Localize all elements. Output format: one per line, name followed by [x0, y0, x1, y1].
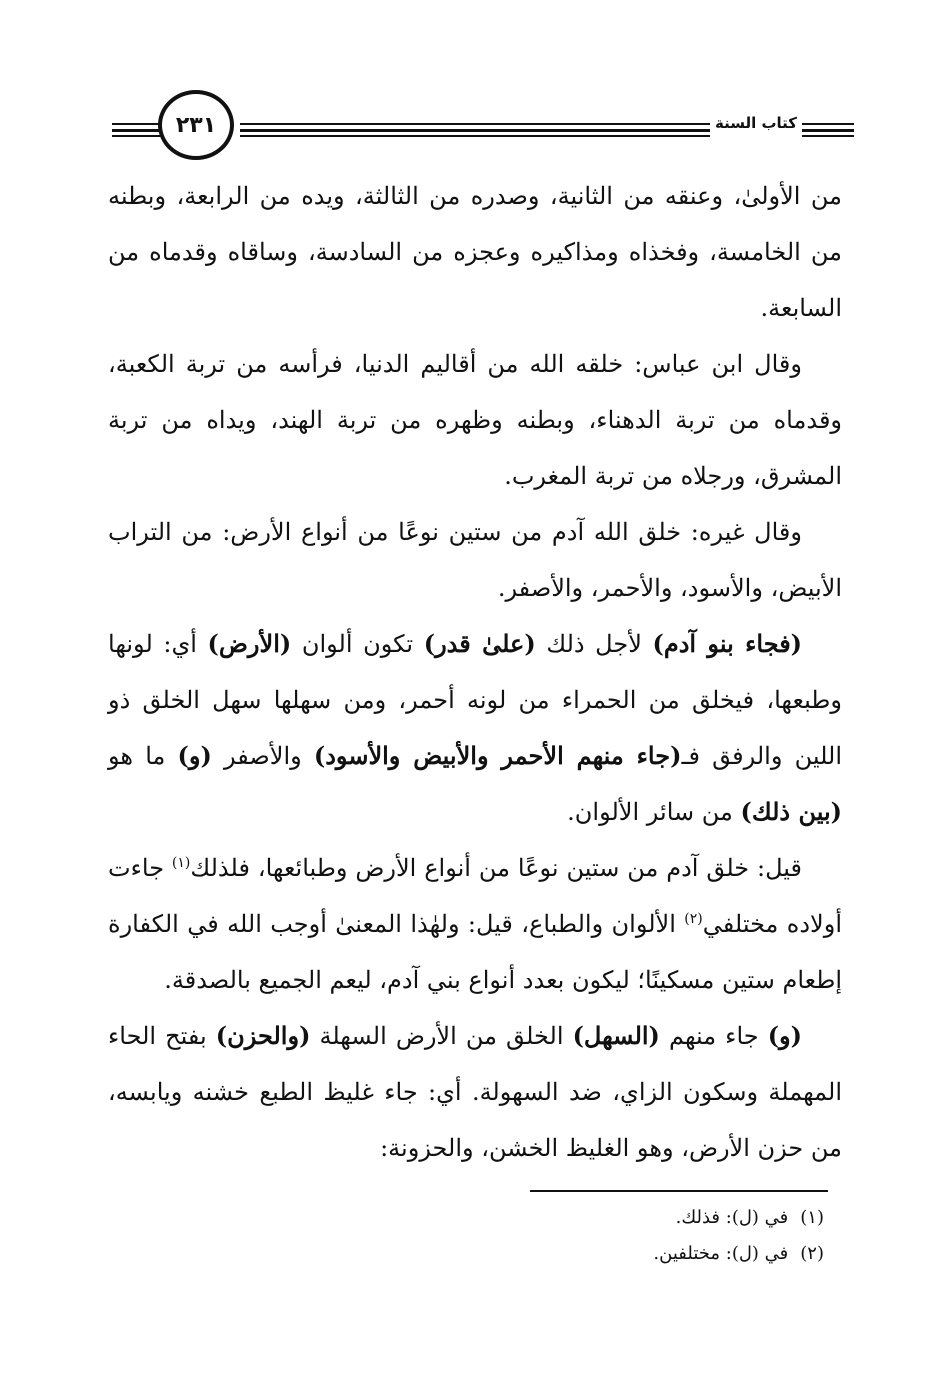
- text-run: وقال ابن عباس: خلقه الله من أقاليم الدنيا، فرأسه من تربة الكعبة، وقدماه من تربة الدهناء، وبطنه وظهره من تربة الهند، ويداه من تربة المشرق، ورجلاه من تربة المغرب.: [108, 350, 842, 490]
- header-rule: [802, 135, 854, 137]
- text-run: قيل: خلق آدم من ستين نوعًا من أنواع الأرض وطبائعها، فلذلك: [190, 854, 802, 882]
- header-rule: [802, 129, 854, 132]
- text-run: لأجل ذلك: [535, 630, 653, 658]
- page-number: ٢٣١: [175, 112, 217, 138]
- quoted-text: (السهل): [572, 1021, 660, 1050]
- header-rule: [240, 123, 710, 125]
- text-run: جاءت أولاده مختلفي: [108, 854, 842, 938]
- text-run: الخلق من الأرض السهلة: [310, 1022, 573, 1050]
- page-number-badge: [158, 90, 234, 160]
- text-run: أي: لونها وطبعها، فيخلق من الحمراء من لونه أحمر، ومن سهلها سهل الخلق ذو اللين والرفق فـ: [108, 630, 842, 770]
- quoted-text: (بين ذلك): [740, 797, 842, 826]
- paragraph: [108, 1008, 842, 1176]
- text-run: تكون ألوان: [291, 630, 424, 658]
- header-rule: [112, 135, 164, 137]
- header-rule: [240, 129, 710, 132]
- text-run: بفتح الحاء المهملة وسكون الزاي، ضد السهولة. أي: جاء غليظ الطبع خشنه ويابسه، من حزن الأرض، وهو الغليظ الخشن، والحزونة:: [108, 1022, 842, 1162]
- paragraph: [108, 616, 842, 840]
- text-run: من سائر الألوان.: [567, 798, 741, 826]
- footnote: [500, 1200, 824, 1236]
- header-rule: [112, 123, 164, 125]
- paragraph: [108, 168, 842, 336]
- footnote: [500, 1236, 824, 1272]
- header-rule: [802, 123, 854, 125]
- paragraph: [108, 336, 842, 504]
- paragraph: [108, 504, 842, 616]
- header-rule: [240, 135, 710, 137]
- footnote-marker: (١): [171, 855, 191, 871]
- footnote-text: في (ل): فذلك.: [675, 1207, 794, 1228]
- footnote-separator: [530, 1190, 828, 1192]
- text-run: والأصفر: [211, 742, 314, 770]
- footnotes: [500, 1200, 824, 1272]
- quoted-text: (جاء منهم الأحمر والأبيض والأسود): [313, 741, 682, 770]
- quoted-text: (الأرض): [207, 629, 292, 658]
- quoted-text: (فجاء بنو آدم): [652, 629, 803, 658]
- quoted-text: (و): [767, 1021, 802, 1050]
- footnote-number: (١): [800, 1207, 824, 1228]
- running-title: كتاب السنة: [710, 114, 802, 132]
- text-run: ما هو: [108, 742, 178, 770]
- quoted-text: (و): [177, 741, 212, 770]
- main-text: [108, 168, 842, 1176]
- text-run: من الأولىٰ، وعنقه من الثانية، وصدره من الثالثة، ويده من الرابعة، وبطنه من الخامسة، وفخذاه ومذاكيره وعجزه من السادسة، وساقاه وقدماه من السابعة.: [108, 182, 843, 322]
- quoted-text: (والحزن): [215, 1021, 311, 1050]
- header-rule: [112, 129, 164, 132]
- text-run: جاء منهم: [659, 1022, 768, 1050]
- quoted-text: (علىٰ قدر): [423, 629, 536, 658]
- text-run: وقال غيره: خلق الله آدم من ستين نوعًا من أنواع الأرض: من التراب الأبيض، والأسود، والأحمر، والأصفر.: [108, 518, 842, 602]
- footnote-text: في (ل): مختلفين.: [653, 1243, 794, 1264]
- footnote-marker: (٢): [684, 911, 703, 927]
- page-header: [112, 90, 852, 168]
- paragraph: [108, 840, 842, 1008]
- text-run: الألوان والطباع، قيل: ولهٰذا المعنىٰ أوجب الله في الكفارة إطعام ستين مسكينًا؛ ليكون بعدد أنواع بني آدم، ليعم الجميع بالصدقة.: [108, 910, 842, 994]
- footnote-number: (٢): [800, 1243, 824, 1264]
